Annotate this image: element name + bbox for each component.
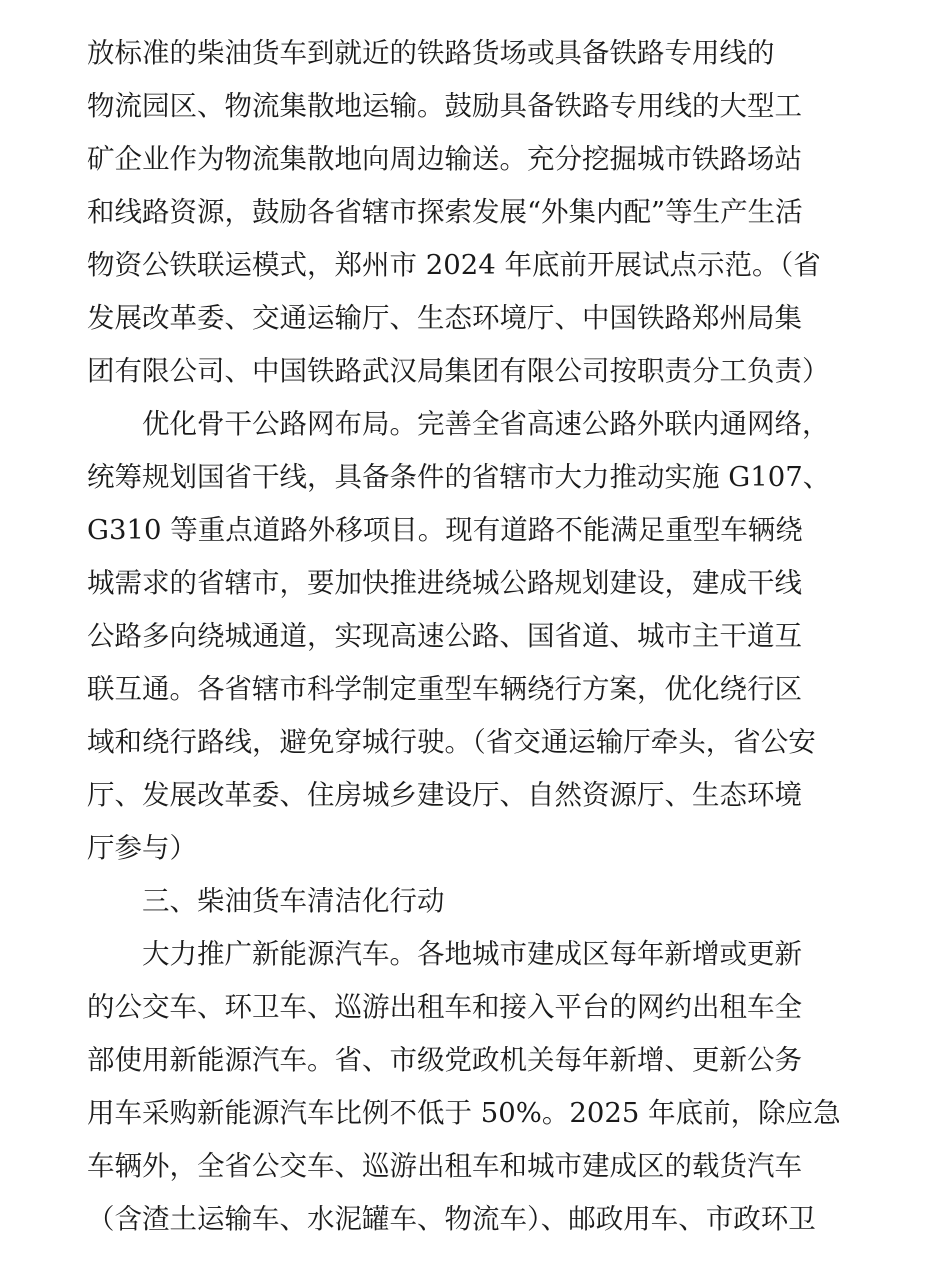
text-line: 物流园区、物流集散地运输。鼓励具备铁路专用线的大型工 — [87, 90, 802, 122]
text-line: 公路多向绕城通道，实现高速公路、国省道、城市主干道互 — [87, 620, 802, 652]
text-line: 用车采购新能源汽车比例不低于 50%。2025 年底前，除应急 — [87, 1097, 841, 1129]
text-line: 的公交车、环卫车、巡游出租车和接入平台的网约出租车全 — [87, 991, 802, 1023]
text-line: 矿企业作为物流集散地向周边输送。充分挖掘城市铁路场站 — [87, 143, 802, 175]
text-line: 城需求的省辖市，要加快推进绕城公路规划建设，建成干线 — [87, 567, 802, 599]
text-line: 车辆外，全省公交车、巡游出租车和城市建成区的载货汽车 — [87, 1150, 802, 1182]
text-line: 厅参与） — [87, 832, 197, 864]
text-line: 厅、发展改革委、住房城乡建设厅、自然资源厅、生态环境 — [87, 779, 802, 811]
text-line: 放标准的柴油货车到就近的铁路货场或具备铁路专用线的 — [87, 37, 775, 69]
text-line: 部使用新能源汽车。省、市级党政机关每年新增、更新公务 — [87, 1044, 802, 1076]
text-line: 联互通。各省辖市科学制定重型车辆绕行方案，优化绕行区 — [87, 673, 802, 705]
paragraph-start-line: 优化骨干公路网布局。完善全省高速公路外联内通网络， — [142, 408, 830, 440]
text-line: 统筹规划国省干线，具备条件的省辖市大力推动实施 G107、 — [87, 461, 831, 493]
section-heading: 三、柴油货车清洁化行动 — [142, 885, 445, 917]
text-line: 域和绕行路线，避免穿城行驶。（省交通运输厅牵头，省公安 — [87, 726, 816, 758]
text-line: 和线路资源，鼓励各省辖市探索发展“外集内配”等生产生活 — [87, 196, 803, 228]
text-line: 团有限公司、中国铁路武汉局集团有限公司按职责分工负责） — [87, 355, 830, 387]
text-line: 发展改革委、交通运输厅、生态环境厅、中国铁路郑州局集 — [87, 302, 802, 334]
text-line: 物资公铁联运模式，郑州市 2024 年底前开展试点示范。（省 — [87, 249, 821, 281]
paragraph-start-line: 大力推广新能源汽车。各地城市建成区每年新增或更新 — [142, 938, 802, 970]
text-line: G310 等重点道路外移项目。现有道路不能满足重型车辆绕 — [87, 514, 803, 546]
text-line: （含渣土运输车、水泥罐车、物流车）、邮政用车、市政环卫 — [87, 1203, 816, 1235]
